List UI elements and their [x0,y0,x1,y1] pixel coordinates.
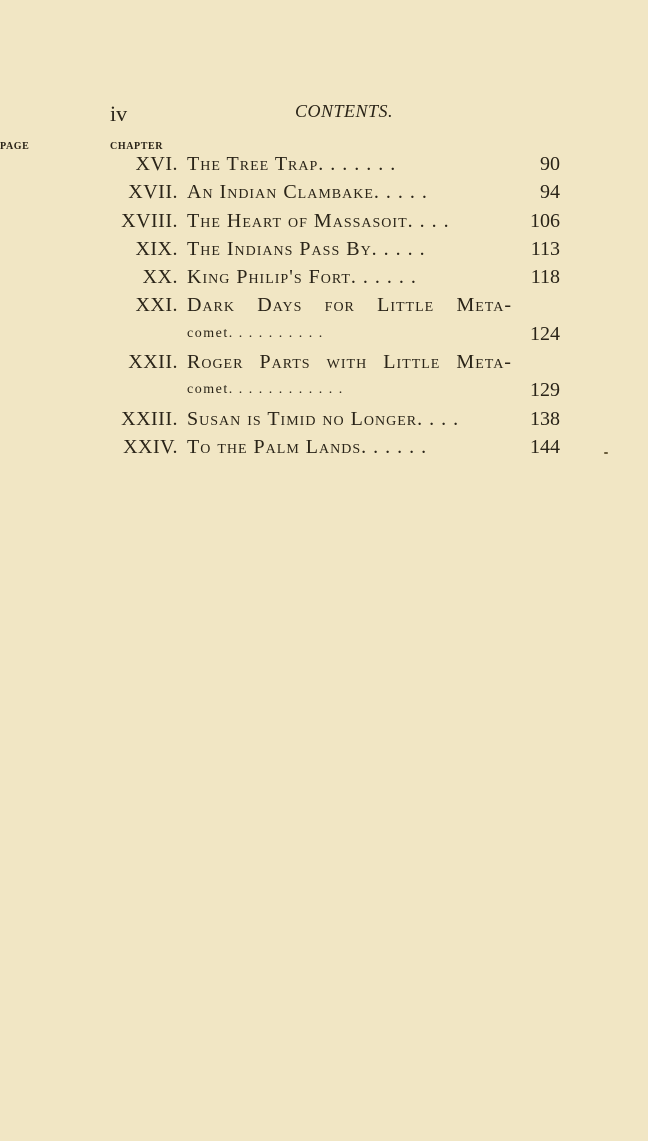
page-ref: 113 [530,237,560,260]
chapter-title: Susan is Timid no Longer. . . . [187,407,460,430]
chapter-title-continuation: comet. . . . . . . . . . [187,325,324,341]
chapter-number: XXII. [128,351,178,374]
page-ref: 144 [530,435,560,458]
chapter-title [187,348,512,376]
running-head: CONTENTS. [294,101,394,121]
chapter-title: An Indian Clambake. . . . . [187,181,428,204]
chapter-number: XVI. [135,153,178,175]
title-word: Roger [187,351,244,374]
title-word: Meta- [456,294,512,317]
paper-speck [604,452,608,454]
chapter-title: The Indians Pass By. . . . . [187,237,426,260]
toc-entry [0,405,648,433]
title-word: Dark [187,294,236,317]
chapter-number: XXI. [135,294,178,317]
page-ref: 124 [530,322,560,345]
toc-entry [0,433,648,461]
toc-entry-continuation [0,320,648,348]
table-of-contents [0,150,648,461]
page-ref: 90 [540,153,560,175]
page-number: iv [110,101,128,126]
chapter-title [187,291,512,319]
title-word: with [326,351,368,374]
page-ref: 94 [540,181,560,204]
toc-entry [0,178,648,206]
chapter-number: XVII. [128,181,178,204]
title-word: Little [377,294,435,317]
toc-entry [0,263,648,291]
title-word: for [324,294,355,317]
chapter-column-heading: CHAPTER [110,141,164,152]
toc-entry [0,207,648,235]
chapter-number: XVIII. [121,209,178,232]
chapter-title: To the Palm Lands. . . . . . [187,435,428,458]
chapter-title: The Tree Trap. . . . . . . [187,153,397,175]
toc-entry-continuation [0,376,648,404]
page-ref: 138 [530,407,560,430]
page-column-heading: PAGE [0,141,30,152]
toc-entry [0,291,648,319]
chapter-number: XXIV. [123,435,178,458]
title-word: Meta- [456,351,512,374]
toc-entry [0,150,648,178]
title-word: Days [257,294,303,317]
chapter-title: The Heart of Massasoit. . . . [187,209,450,232]
chapter-number: XXIII. [121,407,178,430]
page-ref: 129 [530,379,560,402]
chapter-number: XX. [142,266,178,289]
chapter-number: XIX. [135,237,178,260]
toc-entry [0,348,648,376]
chapter-title-continuation: comet. . . . . . . . . . . . [187,382,344,398]
chapter-title: King Philip's Fort. . . . . . [187,266,417,289]
title-word: Little [383,351,441,374]
page-ref: 106 [530,209,560,232]
page-ref: 118 [530,266,560,289]
title-word: Parts [259,351,311,374]
toc-entry [0,235,648,263]
